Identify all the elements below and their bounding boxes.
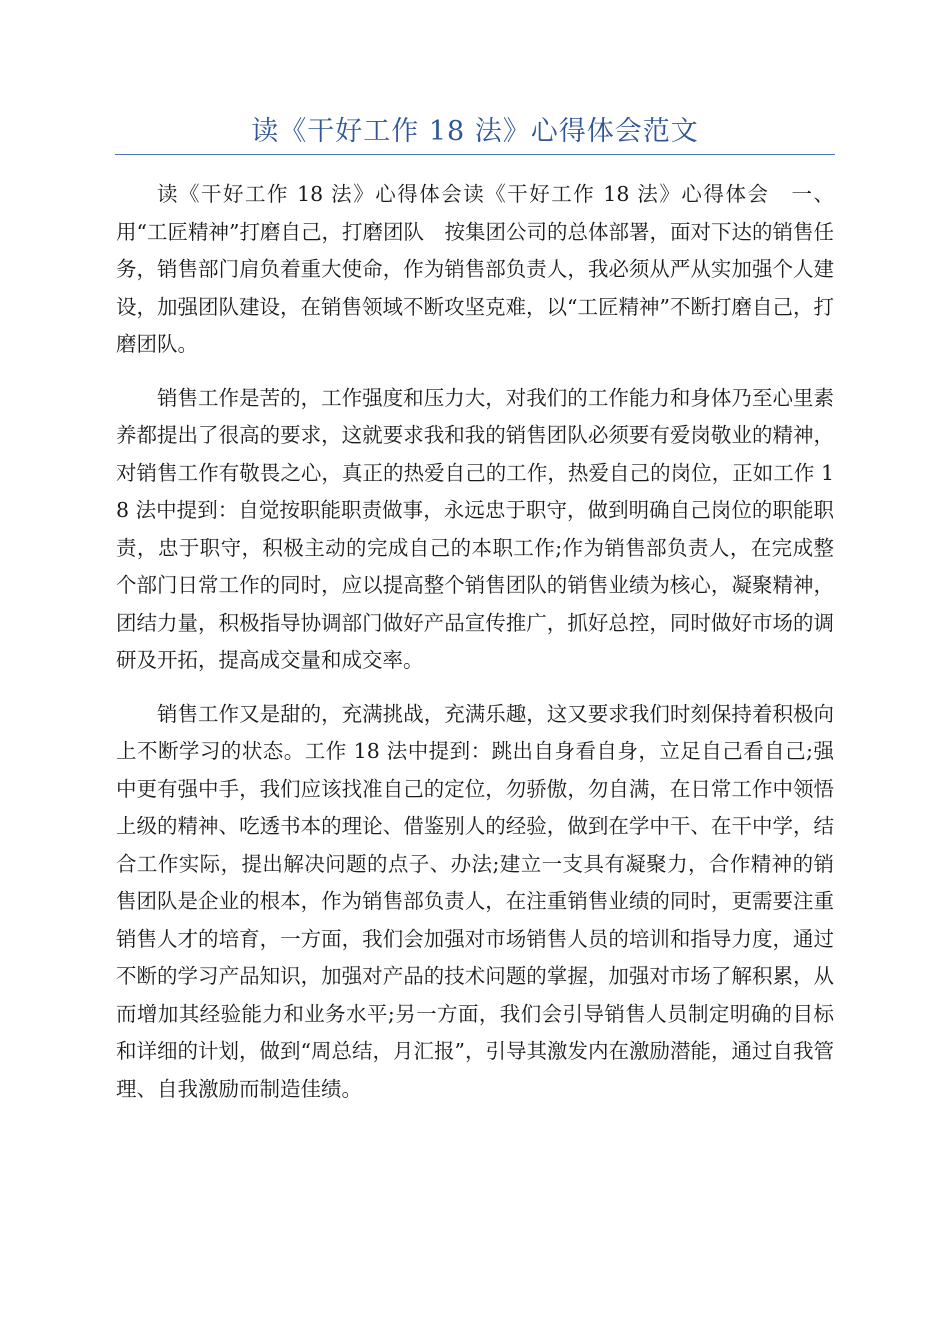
paragraph-1: 读《干好工作 18 法》心得体会读《干好工作 18 法》心得体会 一、用“工匠精神”打磨自己，打磨团队 按集团公司的总体部署，面对下达的销售任务，销售部门肩负着重大使命，作为销售部负责人，我必须从严从实加强个人建设，加强团队建设，在销售领域不断攻坚克难，以“工匠精神”不断打磨自己，打磨团队。	[116, 182, 834, 356]
paragraph-2: 销售工作是苦的，工作强度和压力大，对我们的工作能力和身体乃至心里素养都提出了很高的要求，这就要求我和我的销售团队必须要有爱岗敬业的精神，对销售工作有敬畏之心，真正的热爱自己的工作，热爱自己的岗位，正如工作 18 法中提到：自觉按职能职责做事，永远忠于职守，做到明确自己岗位的职能职责，忠于职守，积极主动的完成自己的本职工作;作为销售部负责人，在完成整个部门日常工作的同时，应以提高整个销售团队的销售业绩为核心，凝聚精神，团结力量，积极指导协调部门做好产品宣传推广，抓好总控，同时做好市场的调研及开拓，提高成交量和成交率。	[116, 385, 834, 672]
document-body	[116, 176, 834, 1124]
document-title: 读《干好工作 18 法》心得体会范文	[251, 116, 699, 147]
title-underline	[115, 154, 835, 155]
paragraph-3: 销售工作又是甜的，充满挑战，充满乐趣，这又要求我们时刻保持着积极向上不断学习的状态。工作 18 法中提到：跳出自身看自身，立足自己看自己;强中更有强中手，我们应该找准自己的定位，勿骄傲，勿自满，在日常工作中领悟上级的精神、吃透书本的理论、借鉴别人的经验，做到在学中干、在干中学，结合工作实际，提出解决问题的点子、办法;建立一支具有凝聚力，合作精神的销售团队是企业的根本，作为销售部负责人，在注重销售业绩的同时，更需要注重销售人才的培育，一方面，我们会加强对市场销售人员的培训和指导力度，通过不断的学习产品知识，加强对产品的技术问题的掌握，加强对市场了解积累，从而增加其经验能力和业务水平;另一方面，我们会引导销售人员制定明确的目标和详细的计划，做到“周总结，月汇报”，引导其激发内在激励潜能，通过自我管理、自我激励而制造佳绩。	[116, 701, 834, 1101]
